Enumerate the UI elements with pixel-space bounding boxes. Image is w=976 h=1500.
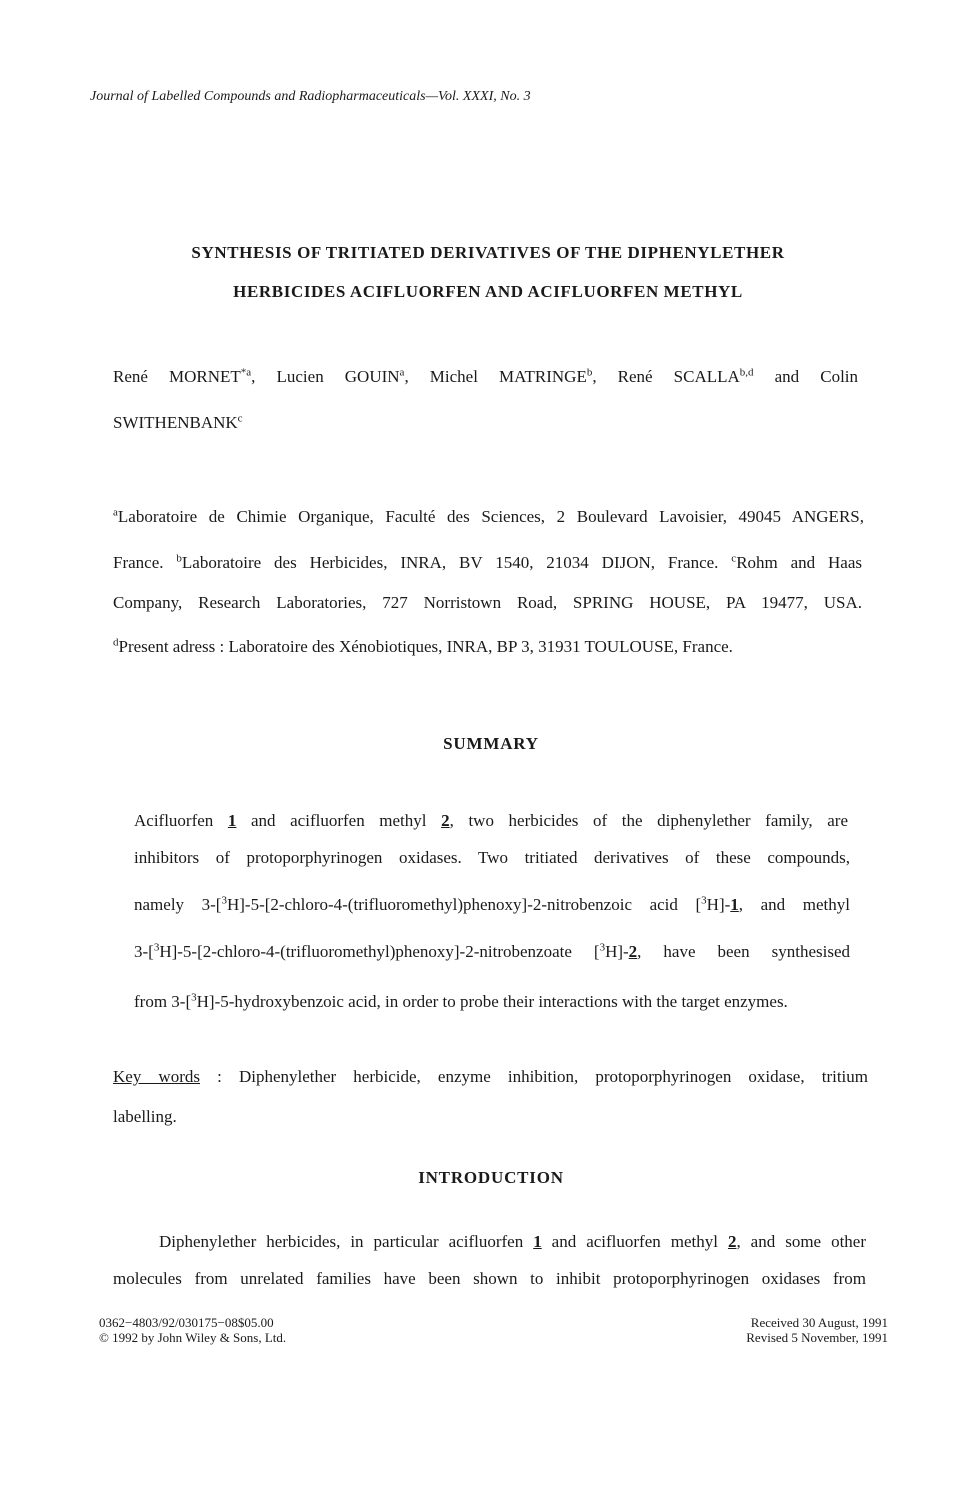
revised-date: Revised 5 November, 1991 <box>746 1330 888 1345</box>
author-mornet: René MORNET$^{*a}$ <box>113 366 252 386</box>
author-and: and Colin <box>774 367 859 386</box>
summary-heading: SUMMARY <box>443 734 539 753</box>
affiliation-a: $^a$Laboratoire de Chimie Organique, Faculté des Sciences, 2 Boulevard Lavoisier, 49045 ANGERS, <box>113 506 864 526</box>
introduction-heading: INTRODUCTION <box>418 1168 564 1187</box>
affiliation-c: Company, Research Laboratories, 727 Norristown Road, SPRING HOUSE, PA 19477, USA. <box>113 593 862 612</box>
compound-ref-1: 1 <box>227 811 237 830</box>
author-gouin: Lucien GOUIN$^a$ <box>276 366 405 386</box>
keywords-line-2: labelling. <box>113 1107 177 1126</box>
compound-ref-1: 1 <box>533 1232 542 1251</box>
intro-line-1: Diphenylether herbicides, in particular acifluorfen 1 and acifluorfen methyl 2, and some other <box>159 1232 867 1251</box>
author-swithenbank: SWITHENBANK$^c$ <box>113 412 243 432</box>
intro-line-2: molecules from unrelated families have been shown to inhibit protoporphyrinogen oxidases from <box>113 1269 866 1288</box>
compound-ref-2: 2 <box>441 811 450 830</box>
copyright: © 1992 by John Wiley & Sons, Ltd. <box>99 1330 287 1345</box>
title-line-1: SYNTHESIS OF TRITIATED DERIVATIVES OF THE DIPHENYLETHER <box>191 243 785 262</box>
summary-line-3: namely 3-[$^3$H]-5-[2-chloro-4-(trifluoromethyl)phenoxy]-2-nitrobenzoic acid [$^3$H]-1, and methyl <box>134 894 850 914</box>
footer-left <box>99 1315 286 1345</box>
keywords-line-1: Key words : Diphenylether herbicide, enzyme inhibition, protoporphyrinogen oxidase, tritium <box>113 1067 868 1086</box>
summary-line-2: inhibitors of protoporphyrinogen oxidases. Two tritiated derivatives of these compounds, <box>134 848 850 867</box>
keywords-label: Key words <box>113 1067 200 1086</box>
summary-line-1: Acifluorfen 1 and acifluorfen methyl 2, two herbicides of the diphenylether family, are <box>134 811 849 830</box>
author-scalla: René SCALLA$^{b,d}$ <box>617 366 754 386</box>
affiliation-d: $^d$Present adress : Laboratoire des Xénobiotiques, INRA, BP 3, 31931 TOULOUSE, France. <box>113 636 733 656</box>
journal-header: Journal of Labelled Compounds and Radiopharmaceuticals—Vol. XXXI, No. 3 <box>90 89 531 104</box>
article-code: 0362−4803/92/030175−08$05.00 <box>99 1315 274 1330</box>
summary-line-5: from 3-[$^3$H]-5-hydroxybenzoic acid, in order to probe their interactions with the target enzymes. <box>134 991 788 1011</box>
footer-right <box>700 1315 888 1345</box>
affiliation-line-2: France. $^b$Laboratoire des Herbicides, INRA, BV 1540, 21034 DIJON, France. $^c$Rohm and Haas <box>113 552 863 572</box>
compound-ref-2: 2 <box>628 942 638 961</box>
summary-line-4: 3-[$^3$H]-5-[2-chloro-4-(trifluoromethyl)phenoxy]-2-nitrobenzoate [$^3$H]-2, have been synthesised <box>134 941 850 961</box>
author-line-1: René MORNET$^{*a}$, Lucien GOUIN$^a$, Michel MATRINGE$^b$, René SCALLA$^{b,d}$ and Colin <box>113 366 859 386</box>
compound-ref-2: 2 <box>727 1232 737 1251</box>
received-date: Received 30 August, 1991 <box>750 1315 888 1330</box>
author-matringe: Michel MATRINGE$^b$ <box>429 366 593 386</box>
compound-ref-1: 1 <box>730 895 739 914</box>
title-line-2: HERBICIDES ACIFLUORFEN AND ACIFLUORFEN METHYL <box>233 282 743 301</box>
